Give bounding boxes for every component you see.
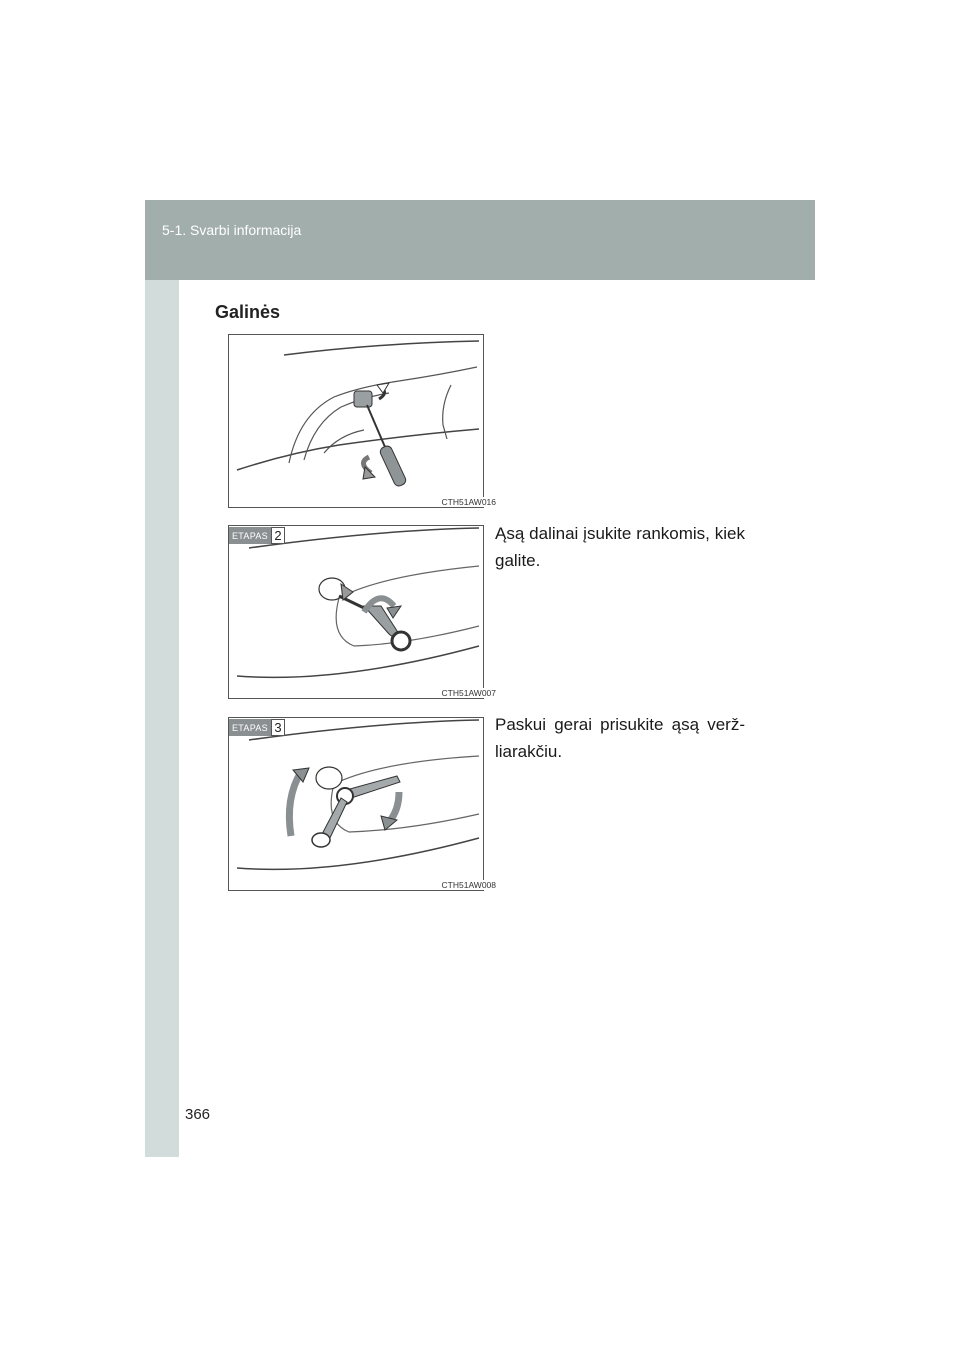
figure-code: CTH51AW016 [441,497,496,507]
figure-code: CTH51AW008 [441,880,496,890]
header-bar [145,200,815,280]
step-label: ETAPAS [229,527,271,544]
figure-code: CTH51AW007 [441,688,496,698]
step-2-text: Ąsą dalinai įsukite rankomis, kiek galite. [495,524,745,570]
hand-tighten-illustration [229,526,485,700]
page-number: 366 [185,1106,211,1123]
figure-step-2 [228,525,496,699]
step-badge [229,527,285,544]
step-label: ETAPAS [229,719,271,736]
screwdriver-illustration [229,335,485,509]
step-badge [229,719,285,736]
step-number: 2 [271,527,285,544]
step-number: 3 [271,719,285,736]
step-3-text: Paskui gerai prisukite ąsą veržliarakčiu. [495,715,745,761]
section-header: 5-1. Svarbi informacija [162,222,302,238]
figure-screwdriver-cover [228,334,496,508]
figure-step-3 [228,717,496,891]
wrench-tighten-illustration [229,718,485,892]
page-side-strip [145,200,179,1157]
section-title: Galinės [215,302,281,322]
